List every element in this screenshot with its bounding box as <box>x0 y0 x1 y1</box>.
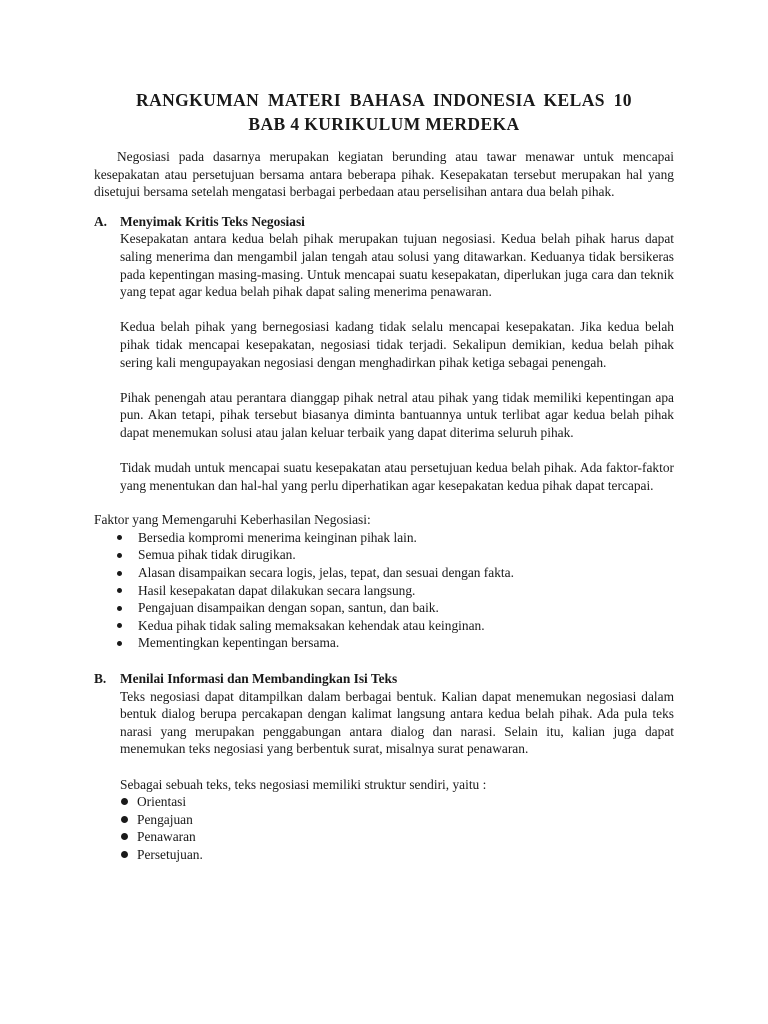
bullet-icon <box>117 606 122 611</box>
list-item <box>114 529 674 547</box>
section-b <box>94 670 674 864</box>
bullet-icon <box>117 535 122 540</box>
list-item-text: Pengajuan disampaikan dengan sopan, santun, dan baik. <box>138 600 439 616</box>
list-item-text: Hasil kesepakatan dapat dilakukan secara langsung. <box>138 582 416 598</box>
bullet-icon <box>121 851 128 858</box>
bullet-icon <box>121 833 128 840</box>
intro-paragraph: Negosiasi pada dasarnya merupakan kegiatan berunding atau tawar menawar untuk mencapai kesepakatan atau persetujuan bersama antara beberapa pihak. Kesepakatan tersebut merupakan hal yang disetujui bersama setelah mengatasi berbagai perbedaan atau perselisihan antara dua belah pihak. <box>94 149 674 200</box>
bullet-icon <box>117 588 122 593</box>
title-line-1: RANGKUMAN MATERI BAHASA INDONESIA KELAS 10 <box>136 90 632 110</box>
list-item-text: Persetujuan. <box>137 846 203 862</box>
section-a-paragraph-1: Kesepakatan antara kedua belah pihak merupakan tujuan negosiasi. Kedua belah pihak harus dapat saling menerima dan mengambil jalan tengah atau solusi yang ditawarkan. Keduanya tidak bersikeras pada kepentingan masing-masing. Untuk mencapai suatu kesepakatan, diperlukan juga cara dan teknik yang tepat agar kedua belah pihak dapat saling menerima penawaran. <box>120 231 674 300</box>
list-item-text: Pengajuan <box>137 811 193 827</box>
bullet-icon <box>121 816 128 823</box>
bullet-icon <box>117 641 122 646</box>
structure-list <box>120 793 674 863</box>
section-a-paragraph-4: Tidak mudah untuk mencapai suatu kesepakatan atau persetujuan kedua belah pihak. Ada faktor-faktor yang menentukan dan hal-hal yang perlu diperhatikan agar kesepakatan kedua pihak dapat tercapai. <box>120 460 674 493</box>
list-item <box>120 811 674 829</box>
list-item-text: Mementingkan kepentingan bersama. <box>138 635 340 651</box>
list-item <box>114 634 674 652</box>
bullet-icon <box>117 571 122 576</box>
list-item-text: Kedua pihak tidak saling memaksakan kehendak atau keinginan. <box>138 617 485 633</box>
section-b-paragraph-2: Sebagai sebuah teks, teks negosiasi memiliki struktur sendiri, yaitu : <box>120 776 487 792</box>
section-a-title: Menyimak Kritis Teks Negosiasi <box>120 213 305 229</box>
factors-heading: Faktor yang Memengaruhi Keberhasilan Negosiasi: <box>94 512 371 528</box>
section-a-paragraph-2: Kedua belah pihak yang bernegosiasi kadang tidak selalu mencapai kesepakatan. Jika kedua belah pihak tidak mencapai kesepakatan, negosiasi tidak terjadi. Sekalipun demikian, kedua belah pihak sering kali mengupayakan negosiasi dengan menghadirkan pihak ketiga sebagai penengah. <box>120 319 674 370</box>
bullet-icon <box>121 798 128 805</box>
document-title <box>94 88 674 136</box>
list-item <box>114 546 674 564</box>
bullet-icon <box>117 553 122 558</box>
factors-list <box>94 529 674 652</box>
bullet-icon <box>117 623 122 628</box>
list-item <box>114 617 674 635</box>
list-item <box>120 793 674 811</box>
list-item-text: Orientasi <box>137 794 187 810</box>
list-item-text: Bersedia kompromi menerima keinginan pihak lain. <box>138 529 417 545</box>
list-item <box>114 599 674 617</box>
section-b-title: Menilai Informasi dan Membandingkan Isi Teks <box>120 671 398 687</box>
section-a-letter: A. <box>94 213 108 229</box>
section-a <box>94 213 674 495</box>
list-item <box>120 828 674 846</box>
list-item <box>114 564 674 582</box>
list-item-text: Alasan disampaikan secara logis, jelas, tepat, dan sesuai dengan fakta. <box>138 565 514 581</box>
section-b-paragraph-1: Teks negosiasi dapat ditampilkan dalam berbagai bentuk. Kalian dapat menemukan negosiasi dalam bentuk dialog berupa percakapan dengan kalimat langsung antara kedua belah pihak. Ada pula teks narasi yang merupakan penggabungan antara dialog dan narasi. Selain itu, kalian juga dapat menemukan teks negosiasi yang berbentuk surat, misalnya surat penawaran. <box>120 688 674 757</box>
list-item-text: Semua pihak tidak dirugikan. <box>138 547 296 563</box>
section-a-paragraph-3: Pihak penengah atau perantara dianggap pihak netral atau pihak yang tidak memiliki kepentingan apa pun. Akan tetapi, pihak tersebut biasanya diminta bantuannya untuk terlibat agar kedua belah pihak dapat menemukan solusi atau jalan keluar terbaik yang dapat diterima seluruh pihak. <box>120 389 674 440</box>
list-item-text: Penawaran <box>137 829 196 845</box>
list-item <box>114 582 674 600</box>
list-item <box>120 846 674 864</box>
section-b-letter: B. <box>94 671 107 687</box>
title-line-2: BAB 4 KURIKULUM MERDEKA <box>248 114 520 134</box>
